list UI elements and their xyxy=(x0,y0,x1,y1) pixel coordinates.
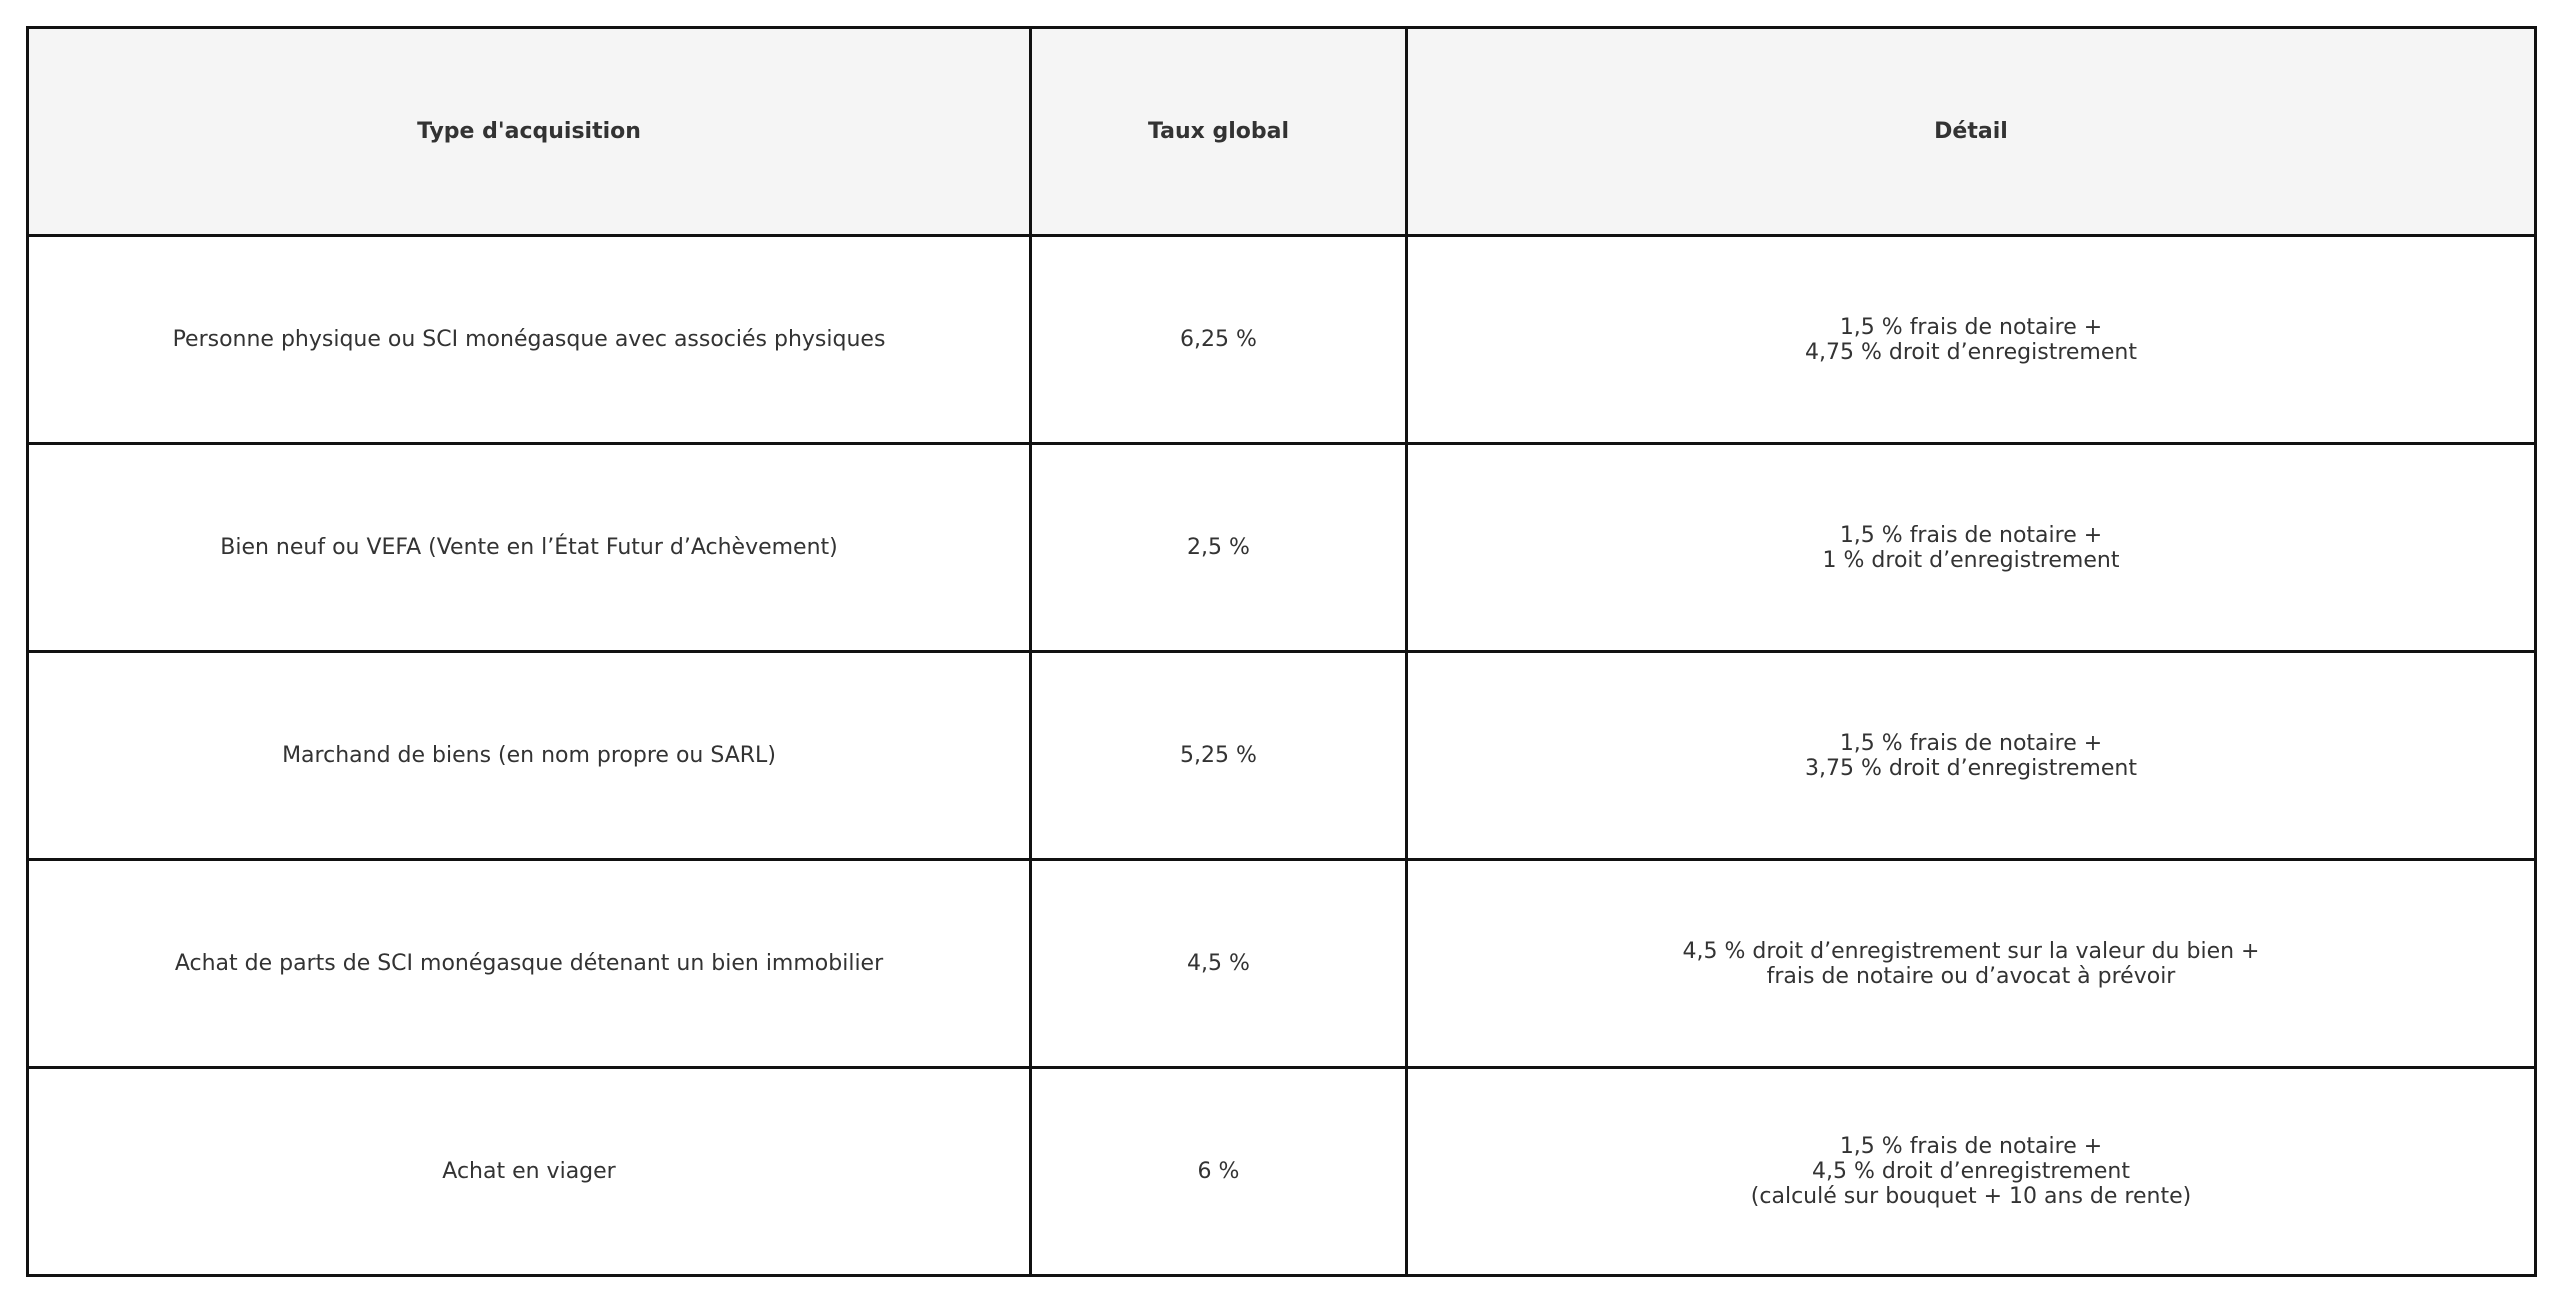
detail-line: 3,75 % droit d’enregistrement xyxy=(1805,755,2137,781)
header-row xyxy=(28,28,2536,236)
cell-detail xyxy=(1407,1068,2536,1276)
cell-detail xyxy=(1407,652,2536,860)
cell-type: Personne physique ou SCI monégasque avec associés physiques xyxy=(28,236,1031,444)
cell-type: Achat de parts de SCI monégasque détenant un bien immobilier xyxy=(28,860,1031,1068)
acquisition-fees-table xyxy=(26,26,2537,1277)
detail-line: 1,5 % frais de notaire + xyxy=(1839,314,2103,340)
cell-type: Marchand de biens (en nom propre ou SARL) xyxy=(28,652,1031,860)
cell-detail xyxy=(1407,236,2536,444)
header-type: Type d'acquisition xyxy=(28,28,1031,236)
detail-line: 1,5 % frais de notaire + xyxy=(1839,1134,2103,1159)
detail-line: 4,75 % droit d’enregistrement xyxy=(1805,339,2137,365)
table-row xyxy=(28,444,2536,652)
header-rate: Taux global xyxy=(1031,28,1407,236)
cell-rate: 6,25 % xyxy=(1031,236,1407,444)
table-row xyxy=(28,652,2536,860)
cell-type: Achat en viager xyxy=(28,1068,1031,1276)
cell-rate: 2,5 % xyxy=(1031,444,1407,652)
detail-line: 4,5 % droit d’enregistrement xyxy=(1812,1159,2130,1184)
detail-line: 4,5 % droit d’enregistrement sur la valeur du bien + xyxy=(1682,938,2260,964)
detail-line: 1,5 % frais de notaire + xyxy=(1839,522,2103,548)
table-row xyxy=(28,236,2536,444)
cell-type: Bien neuf ou VEFA (Vente en l’État Futur d’Achèvement) xyxy=(28,444,1031,652)
detail-line: (calculé sur bouquet + 10 ans de rente) xyxy=(1750,1184,2192,1209)
table-row xyxy=(28,1068,2536,1276)
cell-rate: 4,5 % xyxy=(1031,860,1407,1068)
cell-rate: 5,25 % xyxy=(1031,652,1407,860)
cell-detail xyxy=(1407,444,2536,652)
detail-line: frais de notaire ou d’avocat à prévoir xyxy=(1766,963,2176,989)
cell-detail xyxy=(1407,860,2536,1068)
table-row xyxy=(28,860,2536,1068)
header-detail: Détail xyxy=(1407,28,2536,236)
detail-line: 1 % droit d’enregistrement xyxy=(1822,547,2120,573)
acquisition-fees-table-container xyxy=(26,26,2534,1274)
cell-rate: 6 % xyxy=(1031,1068,1407,1276)
detail-line: 1,5 % frais de notaire + xyxy=(1839,730,2103,756)
